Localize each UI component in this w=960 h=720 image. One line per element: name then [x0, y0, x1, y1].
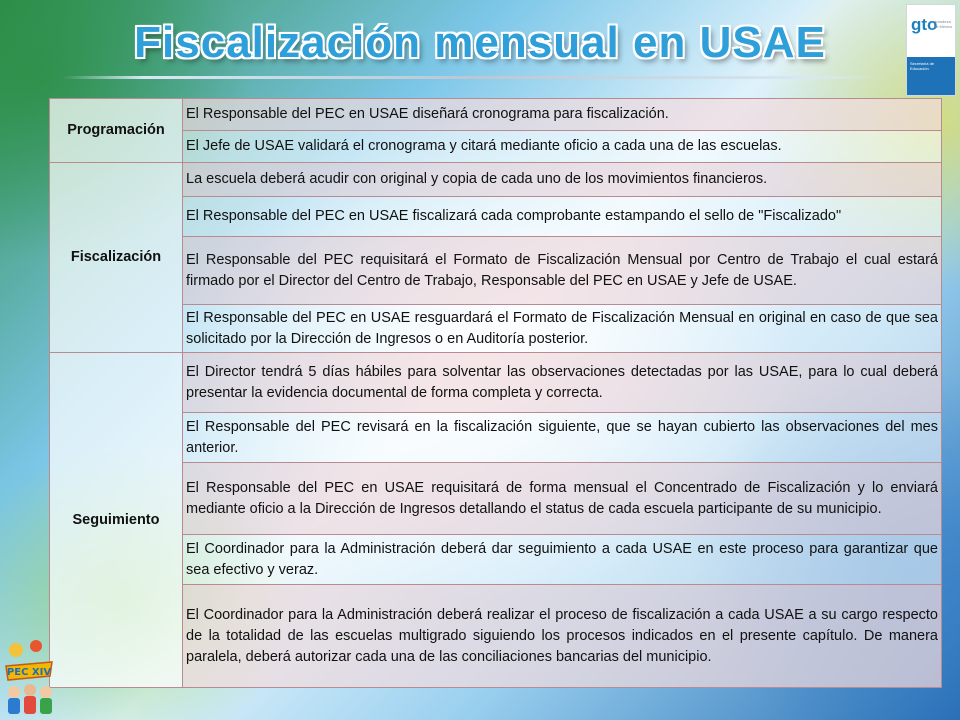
table-cell: El Responsable del PEC requisitará el Formato de Fiscalización Mensual por Centro de Trabajo el cual estará firmado por el Director del Centro de Trabajo, Responsable del PEC en USAE y Jefe de USAE.	[183, 237, 942, 305]
table-row	[50, 163, 942, 197]
table-cell: El Director tendrá 5 días hábiles para solventar las observaciones detectadas por las USAE, para lo cual deberá presentar la evidencia documental de forma completa y correcta.	[183, 353, 942, 413]
table-row	[50, 463, 942, 535]
table-row	[50, 535, 942, 585]
table-row	[50, 305, 942, 353]
fiscalization-table	[49, 98, 942, 688]
gto-logo	[906, 4, 956, 96]
category-programacion: Programación	[50, 99, 183, 163]
table-cell: El Responsable del PEC en USAE diseñará cronograma para fiscalización.	[183, 99, 942, 131]
logo-band: Secretaría de Educación	[907, 57, 955, 95]
pec-mascot-icon	[2, 636, 56, 718]
table-cell: El Coordinador para la Administración deberá realizar el proceso de fiscalización a cada USAE a su cargo respecto de la totalidad de las escuelas multigrado siguiendo los procesos indicados en el presente capítulo. De manera paralela, deberá autorizar cada una de las conciliaciones bancarias del municipio.	[183, 585, 942, 688]
table-cell: El Coordinador para la Administración deberá dar seguimiento a cada USAE en este proceso para garantizar que sea efectivo y veraz.	[183, 535, 942, 585]
table-cell: El Responsable del PEC en USAE requisitará de forma mensual el Concentrado de Fiscalización y lo enviará mediante oficio a la Dirección de Ingresos detallando el status de cada escuela participante de su municipio.	[183, 463, 942, 535]
category-seguimiento: Seguimiento	[50, 353, 183, 688]
table-cell: El Jefe de USAE validará el cronograma y citará mediante oficio a cada una de las escuelas.	[183, 131, 942, 163]
table-row	[50, 353, 942, 413]
logo-tagline: grandeza de México	[934, 19, 953, 29]
table-row	[50, 585, 942, 688]
title-underline	[62, 76, 882, 79]
category-fiscalizacion: Fiscalización	[50, 163, 183, 353]
table-cell: La escuela deberá acudir con original y copia de cada uno de los movimientos financieros.	[183, 163, 942, 197]
mascot-label: PEC XIV	[6, 667, 52, 678]
table-cell: El Responsable del PEC en USAE resguardará el Formato de Fiscalización Mensual en original en caso de que sea solicitado por la Dirección de Ingresos o en Auditoría posterior.	[183, 305, 942, 353]
table-row	[50, 131, 942, 163]
table-row	[50, 413, 942, 463]
table-cell: El Responsable del PEC en USAE fiscalizará cada comprobante estampando el sello de "Fiscalizado"	[183, 197, 942, 237]
table-row	[50, 237, 942, 305]
logo-mark: gto	[911, 15, 938, 34]
slide-title: Fiscalización mensual en USAE	[134, 18, 826, 67]
table-row	[50, 197, 942, 237]
table-row	[50, 99, 942, 131]
table-cell: El Responsable del PEC revisará en la fiscalización siguiente, que se hayan cubierto las observaciones del mes anterior.	[183, 413, 942, 463]
